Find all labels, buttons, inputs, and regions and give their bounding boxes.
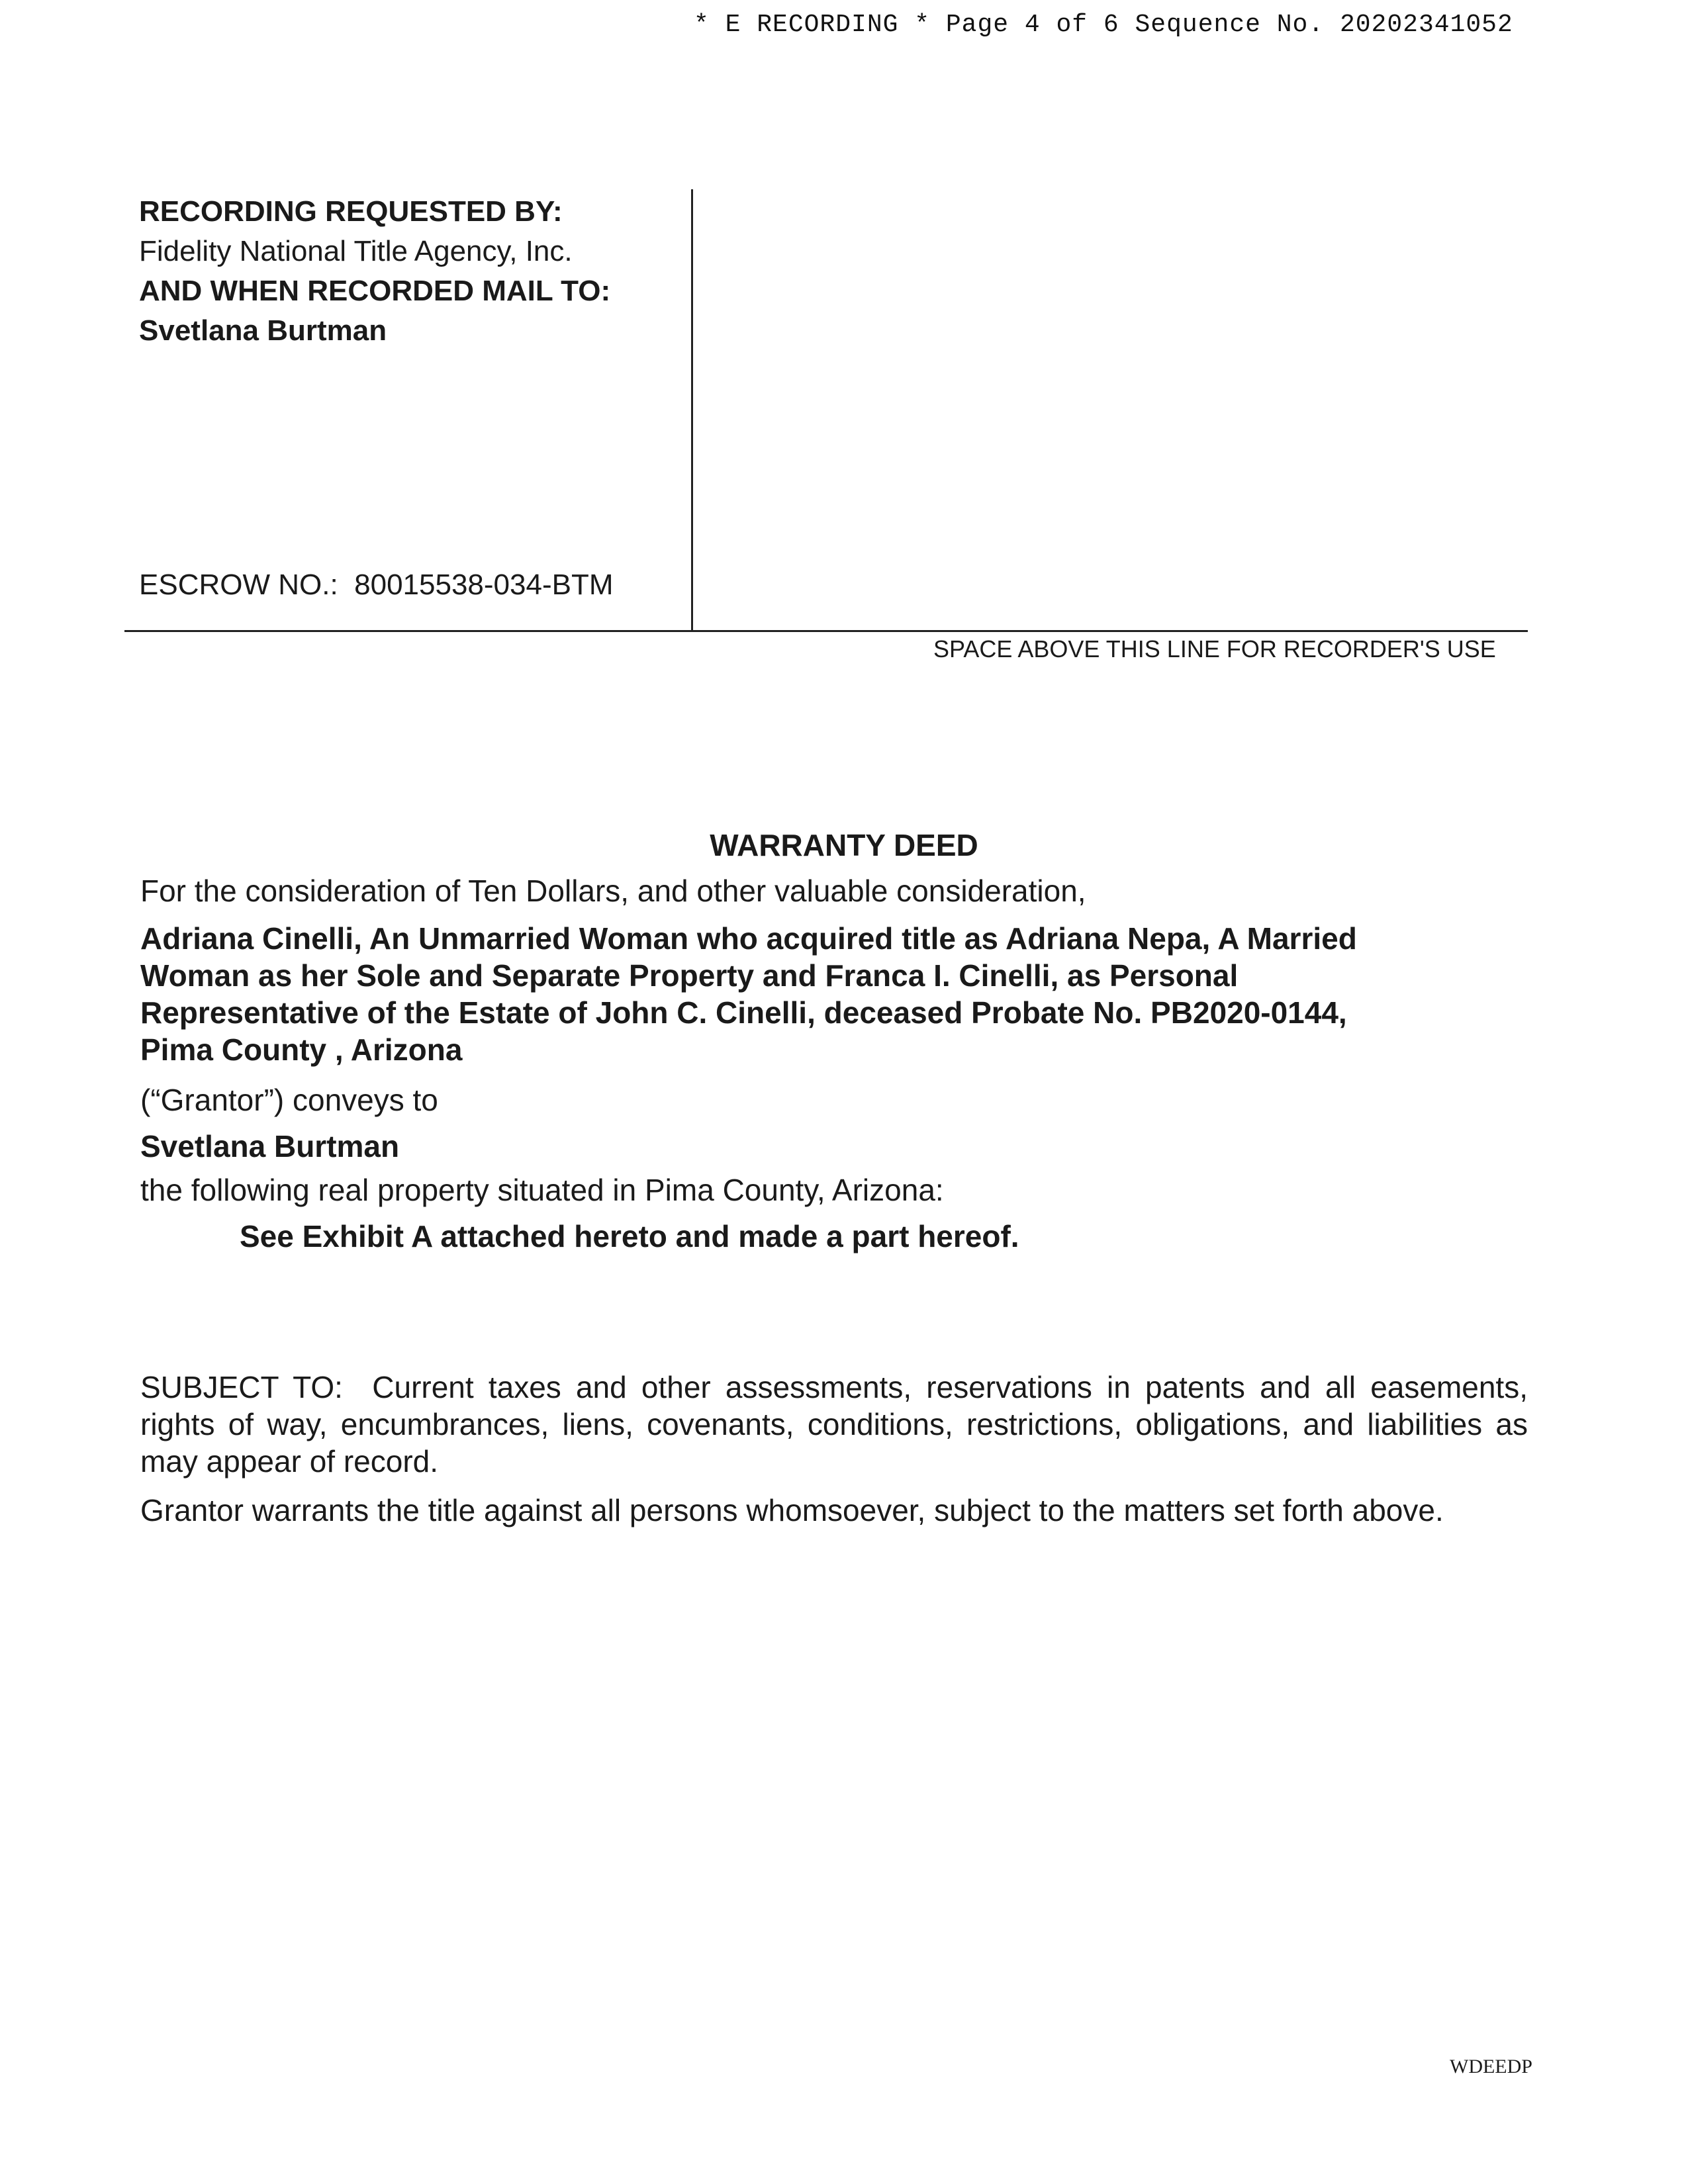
recorder-divider xyxy=(124,630,1528,632)
grantor-line: Pima County , Arizona xyxy=(140,1032,463,1067)
recording-stamp: * E RECORDING * Page 4 of 6 Sequence No. 20202341052 xyxy=(694,11,1513,39)
warranty-clause: Grantor warrants the title against all persons whomsoever, subject to the matters set forth above. xyxy=(140,1493,1444,1527)
grantor-line: Woman as her Sole and Separate Property and Franca I. Cinelli, as Personal xyxy=(140,958,1239,993)
requested-by-label: RECORDING REQUESTED BY: xyxy=(139,195,563,228)
mail-to-value: Svetlana Burtman xyxy=(139,314,387,347)
grantor-names xyxy=(140,920,1491,1068)
form-code: WDEEDP xyxy=(1450,2056,1532,2077)
subject-to-clause: SUBJECT TO: Current taxes and other assessments, reservations in patents and all easements, rights of way, encumbrances, liens, covenants, conditions, restrictions, obligations, and liabilities as may appear of record. xyxy=(140,1370,1536,1479)
recording-info-box xyxy=(124,189,693,630)
escrow-number: 80015538-034-BTM xyxy=(354,569,614,601)
consideration-text: For the consideration of Ten Dollars, and other valuable consideration, xyxy=(140,874,1086,908)
requested-by-value: Fidelity National Title Agency, Inc. xyxy=(139,235,573,267)
grantee-name: Svetlana Burtman xyxy=(140,1129,400,1163)
escrow-line xyxy=(139,567,614,604)
grantor-line: Representative of the Estate of John C. Cinelli, deceased Probate No. PB2020-0144, xyxy=(140,995,1347,1030)
property-location: the following real property situated in Pima County, Arizona: xyxy=(140,1173,944,1207)
grantor-line: Adriana Cinelli, An Unmarried Woman who acquired title as Adriana Nepa, A Married xyxy=(140,921,1357,956)
conveys-text: (“Grantor”) conveys to xyxy=(140,1083,438,1117)
exhibit-reference: See Exhibit A attached hereto and made a part hereof. xyxy=(240,1219,1019,1253)
mail-to-label: AND WHEN RECORDED MAIL TO: xyxy=(139,275,611,307)
escrow-label: ESCROW NO.: xyxy=(139,569,338,601)
recorder-use-note: SPACE ABOVE THIS LINE FOR RECORDER'S USE xyxy=(933,635,1496,662)
document-title: WARRANTY DEED xyxy=(710,828,978,862)
